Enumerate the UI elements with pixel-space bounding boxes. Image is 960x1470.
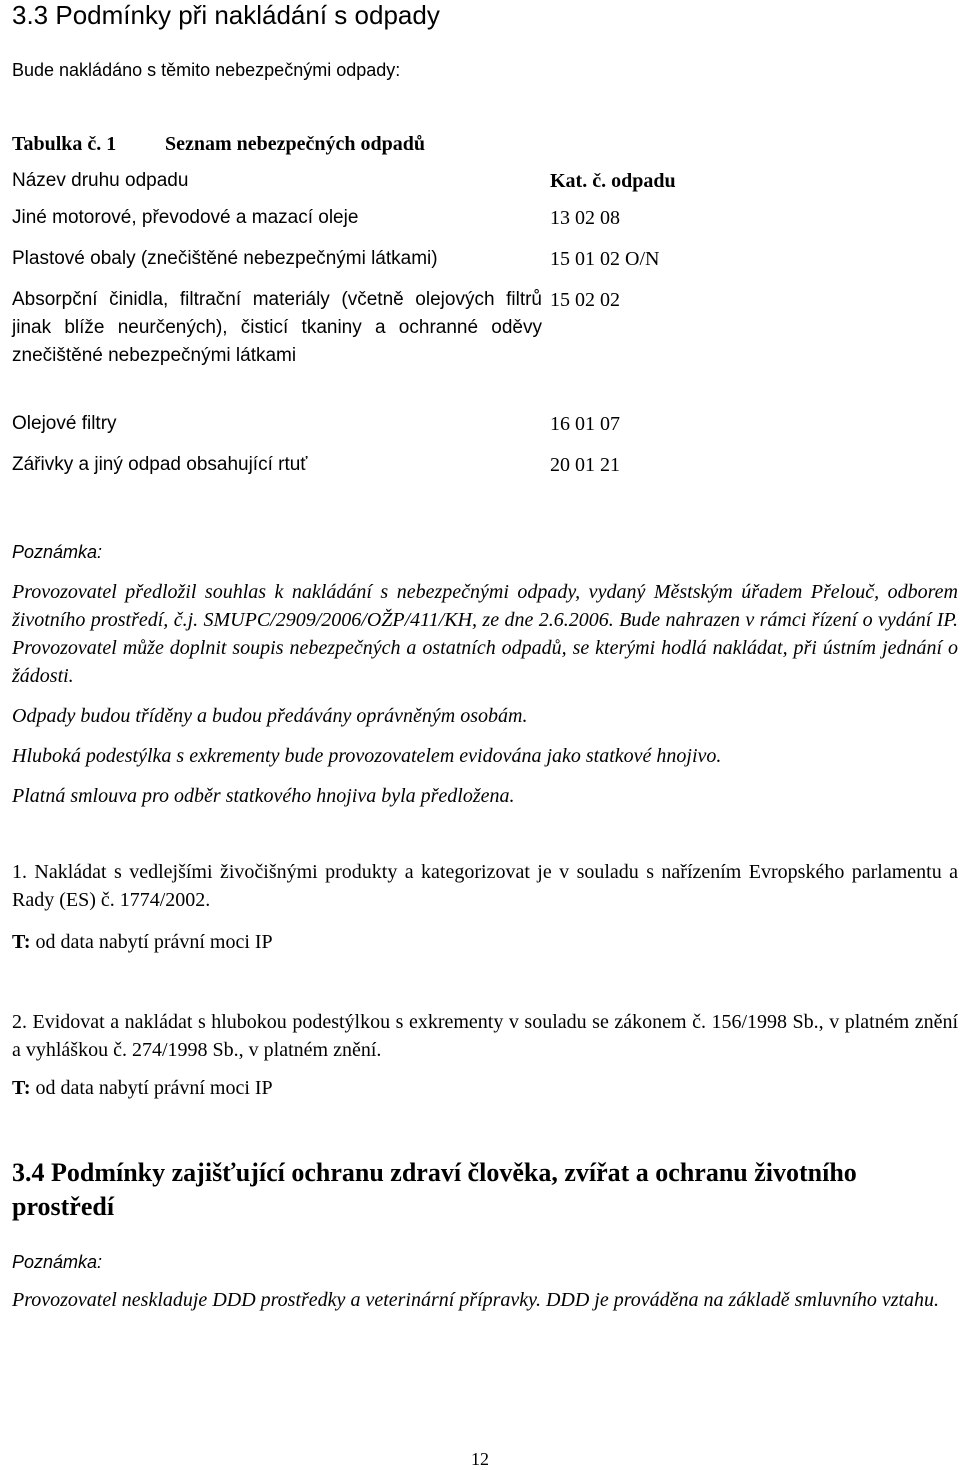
waste-table xyxy=(8,170,724,492)
condition-term xyxy=(12,928,958,956)
table-row xyxy=(8,451,724,492)
note-paragraph: Provozovatel neskladuje DDD prostředky a veterinární přípravky. DDD je prováděna na základě smluvního vztahu. xyxy=(12,1289,940,1311)
table-cell-code: 15 01 02 O/N xyxy=(550,248,660,270)
note-paragraph: Provozovatel předložil souhlas k nakládání s nebezpečnými odpady, vydaný Městským úřadem Přelouč, odborem životního prostředí, č.j. SMUPC/2909/2006/OŽP/411/KH, ze dne 2.6.2006. Bude nahrazen v rámci řízení o vydání IP. Provozovatel může doplnit soupis nebezpečných a ostatních odpadů, se kterými hodlá nakládat, při ústním jednání o žádosti. xyxy=(12,581,958,687)
table-cell-name: Zářivky a jiný odpad obsahující rtuť xyxy=(12,454,308,475)
condition-text: 2. Evidovat a nakládat s hlubokou podestýlkou s exkrementy v souladu se zákonem č. 156/1998 Sb., v platném znění a vyhláškou č. 274/1998 Sb., v platném znění. xyxy=(12,1011,958,1061)
note-label: Poznámka: xyxy=(12,542,103,562)
condition-text: 1. Nakládat s vedlejšími živočišnými produkty a kategorizovat je v souladu s nařízením Evropského parlamentu a Rady (ES) č. 1774/2002. xyxy=(12,861,958,911)
table-cell-name: Jiné motorové, převodové a mazací oleje xyxy=(12,207,359,228)
table-header-name: Název druhu odpadu xyxy=(12,170,189,191)
table-row xyxy=(8,286,724,410)
note-paragraph: Platná smlouva pro odběr statkového hnojiva byla předložena. xyxy=(12,785,515,807)
note-label: Poznámka: xyxy=(12,1252,103,1272)
table-cell-name: Absorpční činidla, filtrační materiály (včetně olejových filtrů jinak blíže neurčených), čisticí tkaniny a ochranné oděvy znečištěné nebezpečnými látkami xyxy=(12,289,542,366)
term-label: T: xyxy=(12,931,31,953)
table-caption-title: Seznam nebezpečných odpadů xyxy=(165,133,426,155)
table-row xyxy=(8,245,724,286)
note-paragraph: Odpady budou tříděny a budou předávány oprávněným osobám. xyxy=(12,705,528,727)
table-row xyxy=(8,410,724,451)
section-33-intro: Bude nakládáno s těmito nebezpečnými odpady: xyxy=(12,60,401,80)
table-header-code: Kat. č. odpadu xyxy=(550,170,676,192)
term-text: od data nabytí právní moci IP xyxy=(30,931,273,953)
section-33-title: 3.3 Podmínky při nakládání s odpady xyxy=(12,0,440,30)
term-label: T: xyxy=(12,1077,31,1099)
term-text: od data nabytí právní moci IP xyxy=(30,1077,273,1099)
section-34-title: 3.4 Podmínky zajišťující ochranu zdraví člověka, zvířat a ochranu životního prostředí xyxy=(12,1158,857,1221)
table-cell-code: 13 02 08 xyxy=(550,207,620,229)
table-header-row xyxy=(8,170,724,204)
condition-term xyxy=(12,1074,958,1102)
note-paragraph: Hluboká podestýlka s exkrementy bude provozovatelem evidována jako statkové hnojivo. xyxy=(12,745,722,767)
table-cell-code: 16 01 07 xyxy=(550,413,620,435)
table-cell-name: Olejové filtry xyxy=(12,413,117,434)
table-cell-code: 15 02 02 xyxy=(550,289,620,311)
table-cell-code: 20 01 21 xyxy=(550,454,620,476)
table-caption-number: Tabulka č. 1 xyxy=(12,133,117,155)
table-cell-name: Plastové obaly (znečištěné nebezpečnými látkami) xyxy=(12,248,438,269)
table-row xyxy=(8,204,724,245)
page-number: 12 xyxy=(471,1449,489,1469)
